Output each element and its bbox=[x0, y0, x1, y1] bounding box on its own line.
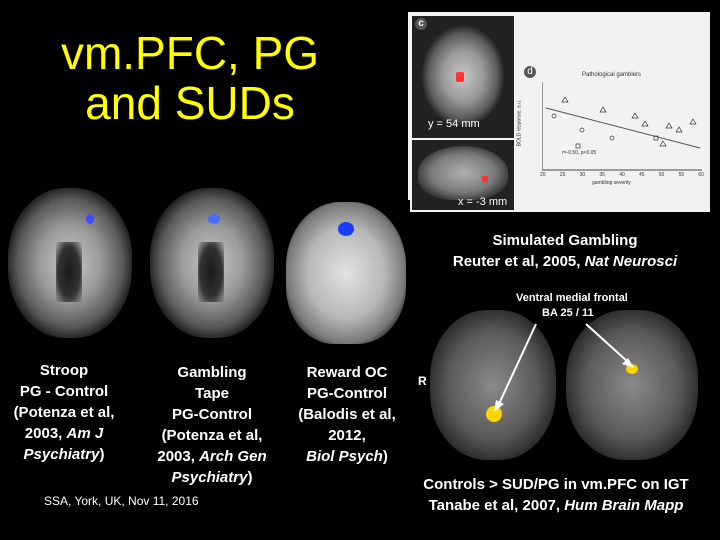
caption-line: PG - Control bbox=[19, 383, 109, 400]
coronal-coordinate: y = 54 mm bbox=[428, 118, 480, 130]
reward-oc-brain-image bbox=[282, 200, 410, 346]
reuter-caption-line2: Reuter et al, 2005, Nat Neurosci bbox=[452, 253, 678, 270]
region-label: Ventral medial frontal bbox=[516, 292, 628, 304]
reuter-figure bbox=[408, 12, 710, 212]
tanabe-caption bbox=[396, 474, 716, 516]
plot-area bbox=[542, 82, 704, 172]
x-tick: 55 bbox=[678, 172, 685, 178]
caption-line: Controls > SUD/PG in vm.PFC on IGT bbox=[423, 476, 689, 493]
gambling-tape-caption bbox=[142, 362, 282, 488]
x-tick: 50 bbox=[658, 172, 665, 178]
caption-line: (Potenza et al, bbox=[13, 404, 115, 421]
stroop-caption bbox=[0, 360, 128, 465]
reward-oc-caption bbox=[282, 362, 412, 467]
sagittal-mri-image bbox=[412, 140, 514, 210]
caption-line: PG-Control bbox=[307, 385, 387, 402]
caption-line: Tape bbox=[195, 385, 229, 402]
coronal-mri-image bbox=[412, 16, 514, 138]
x-tick: 40 bbox=[619, 172, 625, 178]
panel-c-label: c bbox=[415, 18, 427, 30]
activation-blob bbox=[338, 222, 354, 236]
caption-line: 2003, Am J bbox=[24, 425, 104, 442]
x-tick: 25 bbox=[559, 172, 566, 178]
caption-line: Gambling bbox=[177, 364, 247, 381]
stroop-brain-image bbox=[4, 188, 134, 338]
x-tick: 20 bbox=[540, 172, 546, 178]
activation-blob bbox=[86, 214, 94, 224]
slide-title bbox=[40, 28, 340, 128]
activation-blob bbox=[208, 214, 220, 224]
x-tick: 60 bbox=[698, 172, 704, 178]
title-line-2: and SUDs bbox=[85, 77, 295, 129]
caption-line: 2003, Arch Gen bbox=[157, 448, 267, 465]
gambling-tape-brain-image bbox=[146, 188, 278, 338]
plot-title: Pathological gamblers bbox=[582, 72, 642, 78]
caption-line: Biol Psych) bbox=[306, 448, 388, 465]
title-line-1: vm.PFC, PG bbox=[60, 27, 320, 79]
panel-d-label: d bbox=[524, 66, 536, 78]
plot-ylabel: BOLD response, a.u. bbox=[516, 99, 523, 147]
caption-line: Psychiatry) bbox=[171, 469, 253, 486]
plot-xlabel: gambling severity bbox=[592, 180, 631, 186]
x-tick: 30 bbox=[579, 172, 586, 178]
tanabe-figure bbox=[416, 288, 712, 462]
caption-line: PG-Control bbox=[172, 406, 252, 423]
region-sublabel: BA 25 / 11 bbox=[542, 307, 594, 319]
slide-footer: SSA, York, UK, Nov 11, 2016 bbox=[44, 494, 199, 508]
caption-line: Psychiatry) bbox=[23, 446, 105, 463]
caption-line: 2012, bbox=[328, 427, 366, 444]
caption-line: Reward OC bbox=[306, 364, 388, 381]
x-tick: 35 bbox=[599, 172, 605, 178]
sagittal-coordinate: x = -3 mm bbox=[458, 196, 508, 208]
caption-line: (Potenza et al, bbox=[161, 427, 263, 444]
caption-line: Stroop bbox=[39, 362, 89, 379]
side-label: R bbox=[418, 374, 427, 388]
caption-line: (Balodis et al, bbox=[298, 406, 396, 423]
scatter-plot bbox=[516, 66, 708, 188]
caption-line: Tanabe et al, 2007, Hum Brain Mapp bbox=[428, 497, 684, 514]
plot-x-ticks bbox=[540, 172, 704, 178]
x-tick: 45 bbox=[638, 172, 645, 178]
reuter-caption bbox=[420, 230, 710, 272]
reuter-caption-line1: Simulated Gambling bbox=[492, 232, 638, 249]
plot-stat: r=-0.50, p<0.05 bbox=[562, 150, 597, 156]
